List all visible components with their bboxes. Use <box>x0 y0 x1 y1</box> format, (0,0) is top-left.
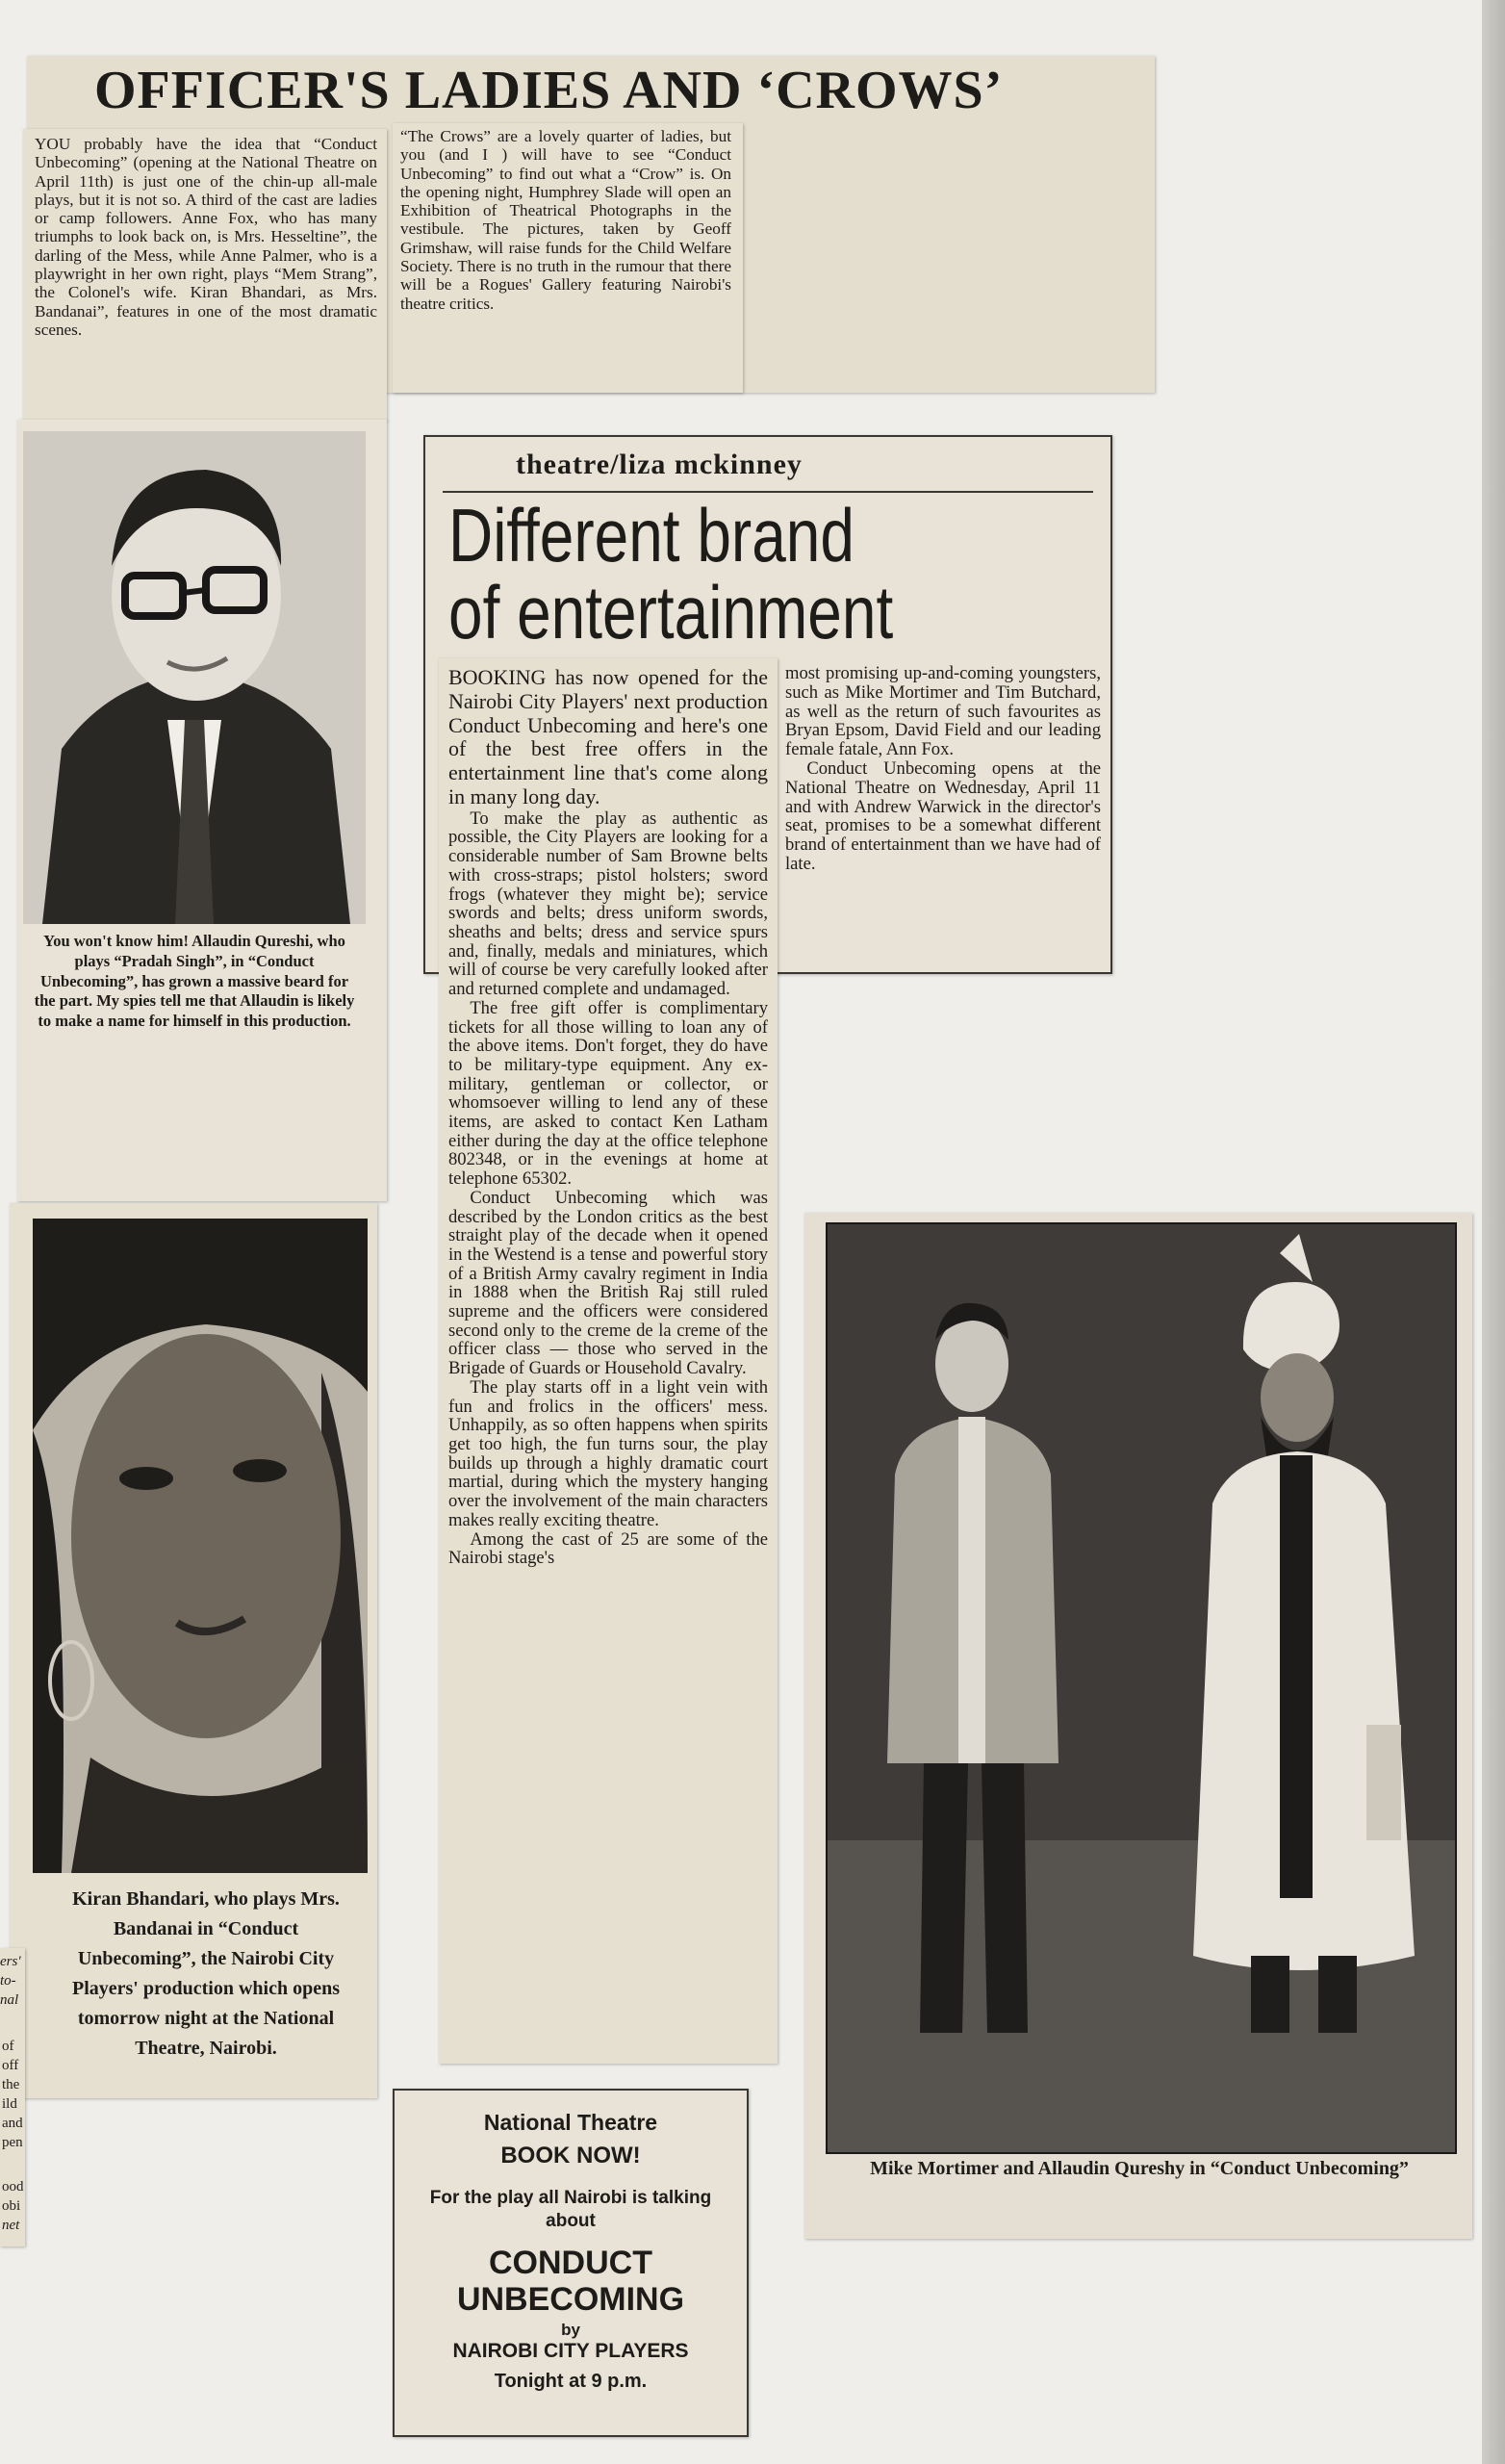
kiran-caption: Kiran Bhandari, who plays Mrs. Bandanai in “Conduct Unbecoming”, the Nairobi City Players' production which opens tomorrow night at the National Theatre, Nairobi. <box>72 1888 340 2059</box>
review-col1-text <box>448 666 768 1568</box>
ad-venue: National Theatre <box>483 2110 658 2135</box>
fragment-line-5: off <box>2 2058 19 2073</box>
review-col1-lead <box>448 666 768 809</box>
ad-time: Tonight at 9 p.m. <box>494 2371 648 2392</box>
page-edge <box>1482 0 1505 2464</box>
ad-book-now: BOOK NOW! <box>500 2143 641 2169</box>
advert-clipping <box>393 2089 749 2437</box>
review-col1-p6: Among the cast of 25 are some of the Nairobi stage's <box>448 1528 768 1569</box>
review-col2-clip-text <box>785 664 1101 874</box>
fragment-line-2: to- <box>0 1973 16 1989</box>
review-col1-clipping <box>439 658 778 2064</box>
fragment-line-4: of <box>2 2039 14 2054</box>
officers-headline: OFFICER'S LADIES AND ‘CROWS’ <box>94 61 1004 120</box>
alaudin-clipping <box>17 420 387 1201</box>
ad-tagline: For the play all Nairobi is talking about <box>429 2188 712 2231</box>
fragment-line-11: obi <box>2 2198 21 2214</box>
fragment-line-9: pen <box>2 2135 23 2150</box>
stage-photo-clipping <box>804 1213 1472 2239</box>
officers-col1-text: YOU probably have the idea that “Conduct Unbecoming” (opening at the National Theatre on April 11th) is just one of the chin-up all-male plays, but it is not so. A third of the cast are ladies or camp followers. Anne Fox, who has many triumphs to look back on, is Mrs. Hesseltine”, the darling of the Mess, while Anne Palmer, who is a playwright in her own right, plays “Mem Strang”, the Colonel's wife. Kiran Bhandari, as Mrs. Bandanai”, features in one of the most dramatic scenes. <box>35 135 377 339</box>
alaudin-photo <box>23 431 366 924</box>
ad-title-1: CONDUCT <box>489 2245 652 2281</box>
fragment-line-12: net <box>2 2218 20 2233</box>
review-headline-1: Different brand <box>448 493 855 578</box>
alaudin-caption: You won't know him! Allaudin Qureshi, who plays “Pradah Singh”, in “Conduct Unbecoming”, has grown a massive beard for the part. My spies tell me that Allaudin is likely to make a name for himself in this production. <box>34 932 355 1031</box>
ad-by: by <box>561 2321 580 2339</box>
officers-col2-text: “The Crows” are a lovely quarter of ladies, but you (and I ) will have to see “Conduct Unbecoming” to find out what a “Crow” is. On the opening night, Humphrey Slade will open an Exhibition of Theatrical Photographs in the vestibule. The pictures, taken by Geoff Grimshaw, will raise funds for the Child Welfare Society. There is no truth in the rumour that there will be a Rogues' Gallery featuring Nairobi's theatre critics. <box>400 127 731 313</box>
ad-company: NAIROBI CITY PLAYERS <box>452 2340 689 2362</box>
left-fragment-clip <box>0 1948 25 2246</box>
stage-photo <box>826 1222 1457 2154</box>
fragment-line-10: ood <box>2 2179 24 2194</box>
fragment-line-1: ers' <box>0 1954 21 1969</box>
fragment-line-3: nal <box>0 1992 19 2008</box>
review-headline-2: of entertainment <box>448 570 894 654</box>
review-col1-p5: The play starts off in a light vein with fun and frolics in the officers' mess. Unhappily, as so often happens when spirits get too high, the fun turns sour, the play builds up through a highly dramatic court martial, during which the mystery hanging over the involvement of the main characters makes really exciting theatre. <box>448 1376 768 1530</box>
fragment-line-8: and <box>2 2116 23 2131</box>
review-col1-p4: Conduct Unbecoming which was described by the London critics as the best straight play of the decade when it opened in the Westend is a tense and powerful story of a British Army cavalry regiment in India in 1888 when the British Raj still ruled supreme and the officers were considered second only to the creme de la creme of the officer class — those who served in the Brigade of Guards or Household Cavalry. <box>448 1187 768 1379</box>
stage-caption: Mike Mortimer and Allaudin Qureshy in “Conduct Unbecoming” <box>870 2158 1409 2179</box>
review-col2-p1: most promising up-and-coming youngsters, such as Mike Mortimer and Tim Butchard, as well as the return of such favourites as Bryan Epsom, David Field and our leading female fatale, Ann Fox. <box>785 663 1101 760</box>
kiran-clipping <box>10 1203 377 2098</box>
kiran-photo <box>33 1219 368 1873</box>
fragment-line-7: ild <box>2 2096 17 2112</box>
review-col2-p2: Conduct Unbecoming opens at the National Theatre on Wednesday, April 11 and with Andrew Warwick in the director's seat, promises to be a somewhat different brand of entertainment than we have had of late. <box>785 757 1101 874</box>
fragment-line-6: the <box>2 2077 20 2092</box>
review-col1-p3: The free gift offer is complimentary tickets for all those willing to loan any of the above items. Don't forget, they do have to be military-type equipment. Any ex-military, gentleman or collector, or whomsoever willing to lend any of these items, are asked to contact Ken Latham either during the day at the office telephone 802348, or in the evenings at home at telephone 65302. <box>448 997 768 1190</box>
review-lead-text: BOOKING has now opened for the Nairobi City Players' next production Conduct Unbecoming and here's one of the best free offers in the entertainment line that's come along in many long day. <box>448 665 768 808</box>
officers-col1-clip <box>23 129 387 422</box>
ad-title-2: UNBECOMING <box>456 2281 685 2318</box>
officers-col2-clip <box>393 123 743 393</box>
review-col1-p2: To make the play as authentic as possible, the City Players are looking for a considerable number of Sam Browne belts with cross-straps; pistol holsters; sword frogs (whatever they might be); service swords and belts; dress uniform swords, sheaths and belts; dress and service spurs and, finally, medals and miniatures, which will of course be very carefully looked after and returned complete and undamaged. <box>448 808 768 1000</box>
review-section-label: theatre/liza mckinney <box>516 449 803 480</box>
